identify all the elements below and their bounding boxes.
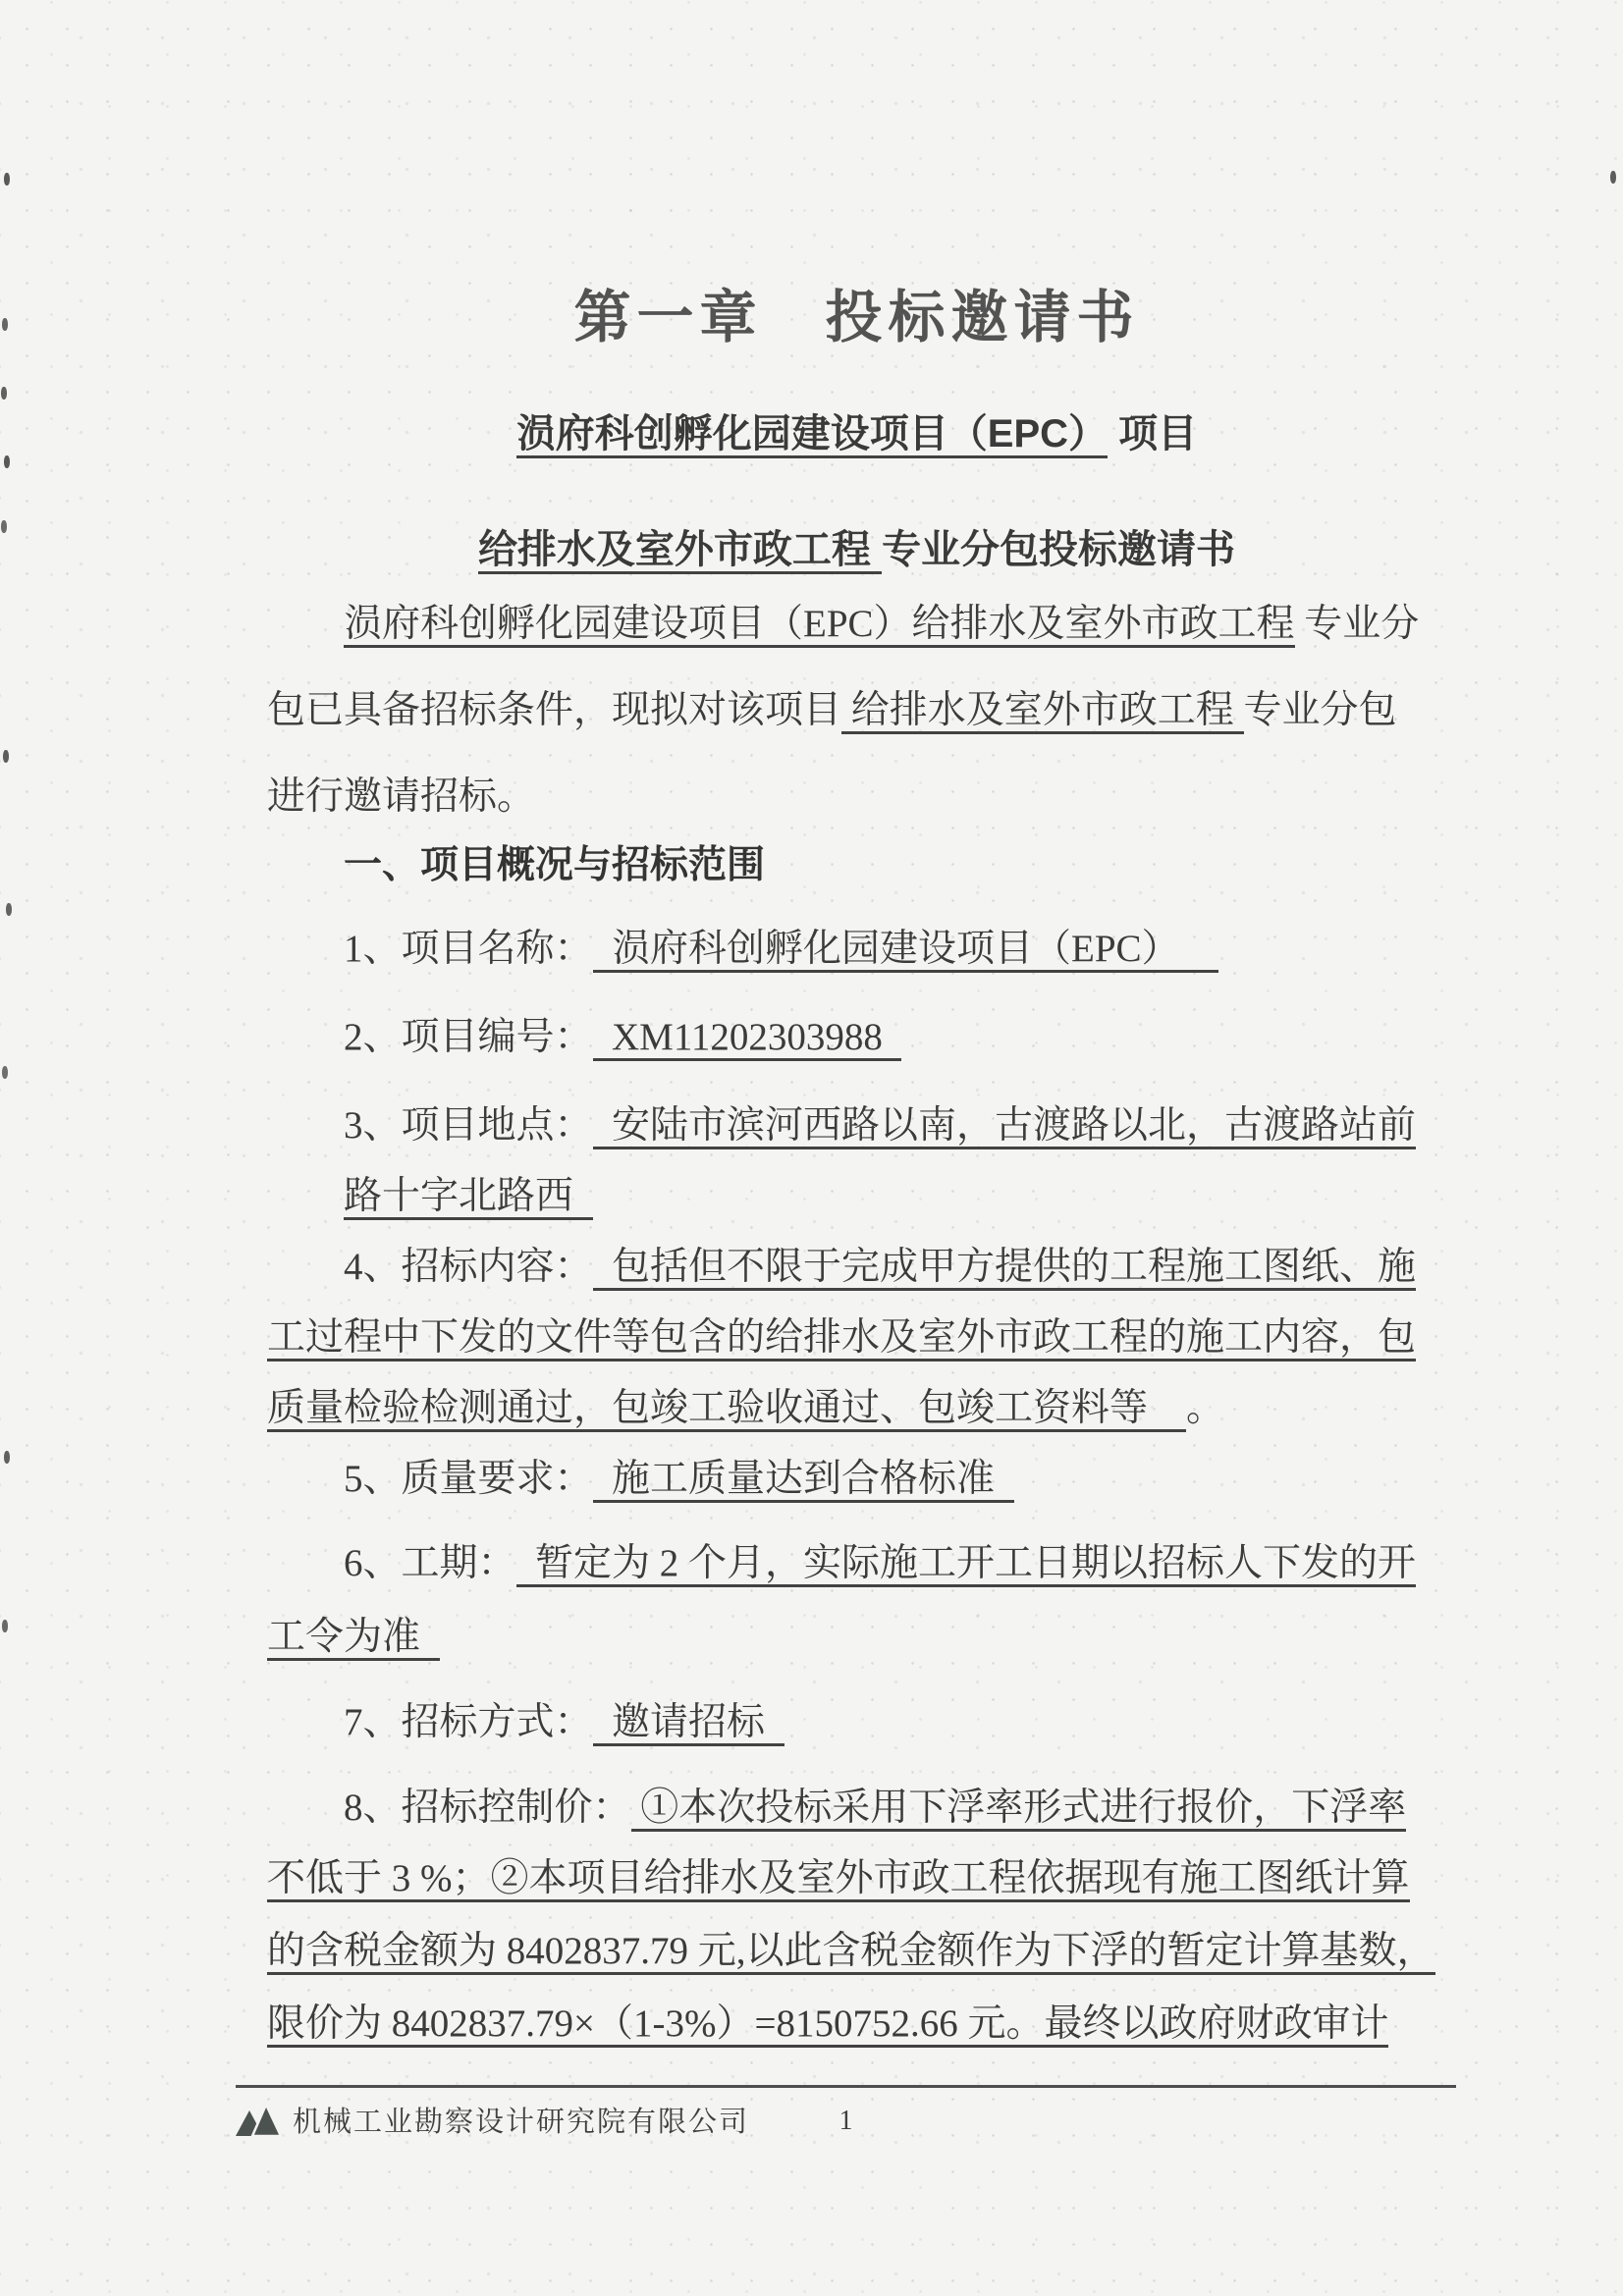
item3-label: 3、项目地点：	[344, 1104, 593, 1147]
page-footer	[236, 2085, 1456, 2140]
intro-line2-pre: 包已具备招标条件，现拟对该项目	[267, 689, 842, 731]
item8-value-line3: 的含税金额为 8402837.79 元,以此含税金额作为下浮的暂定计算基数，	[267, 1930, 1435, 1975]
item6-value-line2: 工令为准	[267, 1616, 440, 1661]
item-tender-content	[267, 1231, 1446, 1304]
item4-value-line2: 工过程中下发的文件等包含的给排水及室外市政工程的施工内容，包	[267, 1316, 1416, 1362]
item-control-price-cont3	[267, 1988, 1446, 2060]
item-control-price-cont1	[267, 1842, 1446, 1915]
intro-line1-underlined: 涢府科创孵化园建设项目（EPC）给排水及室外市政工程	[344, 603, 1295, 648]
section-heading: 一、项目概况与招标范围	[344, 844, 766, 886]
item8-label: 8、招标控制价：	[344, 1787, 631, 1829]
item-project-number	[267, 1001, 1446, 1074]
item7-value: 邀请招标	[593, 1701, 784, 1746]
item-tender-method	[267, 1686, 1446, 1759]
item7-label: 7、招标方式：	[344, 1701, 593, 1743]
item6-label: 6、工期：	[344, 1542, 516, 1584]
intro-line-2	[267, 667, 1446, 754]
item-tender-content-cont2	[267, 1372, 1446, 1445]
item2-value: XM11202303988	[593, 1016, 902, 1061]
item-project-location-cont	[267, 1160, 1446, 1233]
item5-label: 5、质量要求：	[344, 1458, 593, 1500]
item-control-price	[267, 1772, 1446, 1844]
intro-line-3: 进行邀请招标。	[267, 775, 536, 818]
intro-line2-post: 专业分包	[1243, 689, 1397, 731]
item-quality-requirement	[267, 1443, 1446, 1516]
item8-value: ①本次投标采用下浮率形式进行报价，下浮率	[631, 1787, 1407, 1832]
item1-value: 涢府科创孵化园建设项目（EPC）	[593, 928, 1218, 973]
subtitle1-plain-text: 项目	[1108, 412, 1198, 455]
item4-value: 包括但不限于完成甲方提供的工程施工图纸、施	[593, 1246, 1417, 1291]
page-number: 1	[839, 2106, 853, 2136]
item1-label: 1、项目名称：	[344, 928, 593, 970]
subtitle1-underlined-text: 涢府科创孵化园建设项目（EPC）	[516, 412, 1108, 458]
item4-label: 4、招标内容：	[344, 1246, 593, 1288]
intro-line1-plain: 专业分	[1294, 603, 1420, 645]
item2-label: 2、项目编号：	[344, 1016, 593, 1058]
company-name: 机械工业勘察设计研究院有限公司	[293, 2107, 750, 2138]
intro-line2-underlined: 给排水及室外市政工程	[841, 689, 1244, 734]
chapter-title: 第一章 投标邀请书	[573, 286, 1140, 349]
package-subtitle	[267, 518, 1446, 581]
item4-value-line3-tail: 。	[1186, 1387, 1225, 1429]
footer-row	[236, 2100, 1456, 2140]
company-mountain-logo-icon	[236, 2103, 281, 2138]
subtitle2-underlined-text: 给排水及室外市政工程	[478, 528, 882, 574]
item3-value-line2: 路十字北路西	[344, 1175, 593, 1220]
item6-value: 暂定为 2 个月，实际施工开工日期以招标人下发的开	[516, 1542, 1417, 1587]
item5-value: 施工质量达到合格标准	[593, 1458, 1014, 1503]
project-subtitle	[267, 402, 1446, 465]
item-tender-content-cont1	[267, 1302, 1446, 1374]
item-project-name	[267, 913, 1446, 986]
item-control-price-cont2	[267, 1915, 1446, 1988]
subtitle2-plain-text: 专业分包投标邀请书	[882, 528, 1236, 571]
scan-artifacts	[0, 0, 6, 13]
intro-line-1	[267, 581, 1446, 667]
item-construction-period	[267, 1527, 1446, 1600]
item-construction-period-cont	[267, 1601, 1446, 1674]
item8-value-line2: 不低于 3 %；②本项目给排水及室外市政工程依据现有施工图纸计算	[267, 1857, 1410, 1902]
item-project-location	[267, 1090, 1446, 1162]
item3-value: 安陆市滨河西路以南，古渡路以北，古渡路站前	[593, 1104, 1417, 1149]
item8-value-line4: 限价为 8402837.79×（1-3%）=8150752.66 元。最终以政府财政审计	[267, 2002, 1388, 2048]
item4-value-line3: 质量检验检测通过，包竣工验收通过、包竣工资料等	[267, 1387, 1186, 1432]
